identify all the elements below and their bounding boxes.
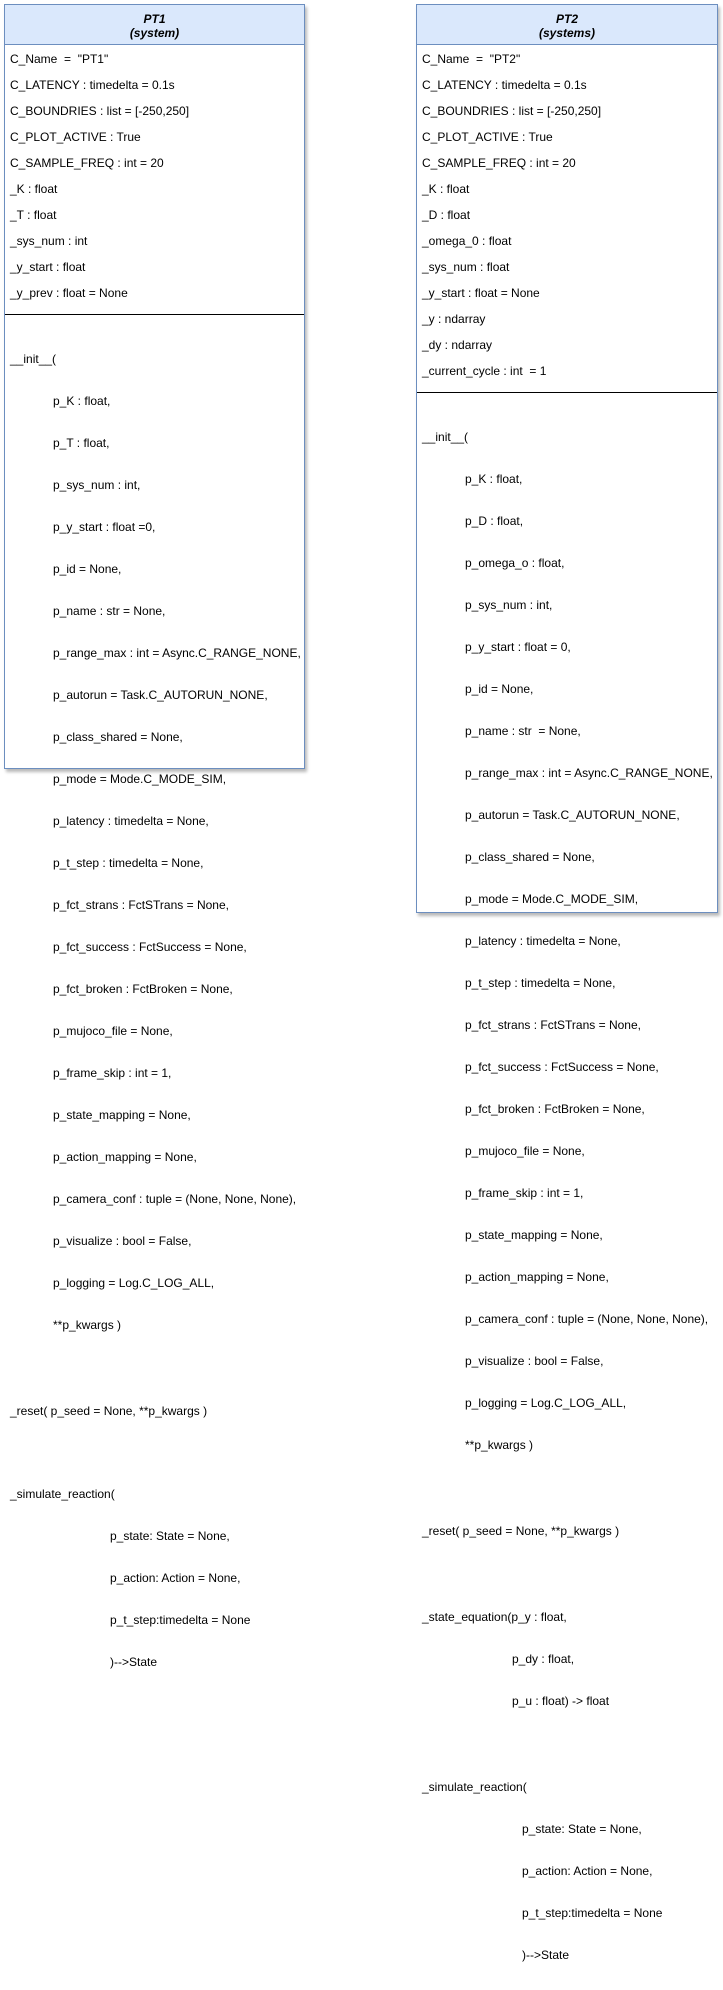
- parameter: p_mode = Mode.C_MODE_SIM,: [465, 892, 639, 906]
- parameter: p_fct_broken : FctBroken = None,: [465, 1102, 645, 1116]
- class-stereotype: (system): [129, 26, 180, 40]
- parameter: p_t_step : timedelta = None,: [53, 856, 204, 870]
- parameter: p_t_step : timedelta = None,: [465, 976, 616, 990]
- parameter: p_action_mapping = None,: [53, 1150, 197, 1164]
- class-header: [5, 5, 304, 45]
- parameter: p_mujoco_file = None,: [465, 1144, 585, 1158]
- class-pt1[interactable]: [4, 4, 305, 1669]
- attribute: C_Name = "PT2": [422, 52, 521, 66]
- parameter: p_T : float,: [53, 436, 110, 450]
- parameter: p_name : str = None,: [465, 724, 581, 738]
- parameter: p_frame_skip : int = 1,: [53, 1066, 172, 1080]
- parameter: p_D : float,: [465, 514, 524, 528]
- operation-section: [417, 393, 717, 1990]
- class-name: PT1: [143, 12, 166, 26]
- operation-init: [422, 402, 717, 1480]
- parameter: p_mode = Mode.C_MODE_SIM,: [53, 772, 227, 786]
- parameter: p_K : float,: [53, 394, 111, 408]
- parameter: p_id = None,: [53, 562, 122, 576]
- attribute: _current_cycle : int = 1: [422, 364, 547, 378]
- parameter: p_state_mapping = None,: [53, 1108, 191, 1122]
- parameter: p_visualize : bool = False,: [465, 1354, 604, 1368]
- parameter: p_range_max : int = Async.C_RANGE_NONE,: [465, 766, 713, 780]
- operation-signature: _reset( p_seed = None, **p_kwargs ): [10, 1404, 208, 1418]
- return-type: )-->State: [522, 1948, 570, 1962]
- parameter: p_camera_conf : tuple = (None, None, None),: [465, 1312, 709, 1326]
- class-pt2[interactable]: [416, 4, 718, 1962]
- parameter: p_t_step:timedelta = None: [522, 1906, 663, 1920]
- attribute: C_SAMPLE_FREQ : int = 20: [422, 156, 576, 170]
- return-type: )-->State: [110, 1655, 158, 1669]
- parameter: p_fct_strans : FctSTrans = None,: [465, 1018, 641, 1032]
- operation-simulate-reaction: [422, 1752, 717, 1990]
- parameter: p_frame_skip : int = 1,: [465, 1186, 584, 1200]
- operation-signature: __init__(: [10, 352, 57, 366]
- parameter: p_autorun = Task.C_AUTORUN_NONE,: [53, 688, 268, 702]
- parameter: p_class_shared = None,: [465, 850, 595, 864]
- attribute: C_PLOT_ACTIVE : True: [10, 130, 141, 144]
- attribute-section: [5, 45, 304, 315]
- parameter: p_fct_success : FctSuccess = None,: [465, 1060, 659, 1074]
- parameter: p_action_mapping = None,: [465, 1270, 609, 1284]
- parameter: p_latency : timedelta = None,: [53, 814, 209, 828]
- attribute: _sys_num : float: [422, 260, 510, 274]
- parameter: p_state: State = None,: [522, 1822, 642, 1836]
- attribute: C_SAMPLE_FREQ : int = 20: [10, 156, 164, 170]
- attribute-section: [417, 45, 717, 393]
- attribute: C_Name = "PT1": [10, 52, 109, 66]
- parameter: p_y_start : float = 0,: [465, 640, 571, 654]
- parameter: p_fct_broken : FctBroken = None,: [53, 982, 233, 996]
- operation-state-equation: [422, 1582, 717, 1736]
- parameter: p_autorun = Task.C_AUTORUN_NONE,: [465, 808, 680, 822]
- attribute: _y : ndarray: [422, 312, 486, 326]
- parameter: p_fct_strans : FctSTrans = None,: [53, 898, 229, 912]
- parameter: **p_kwargs ): [53, 1318, 122, 1332]
- parameter: **p_kwargs ): [465, 1438, 534, 1452]
- parameter: p_sys_num : int,: [465, 598, 553, 612]
- attribute: C_LATENCY : timedelta = 0.1s: [422, 78, 587, 92]
- parameter: p_K : float,: [465, 472, 523, 486]
- parameter: p_logging = Log.C_LOG_ALL,: [53, 1276, 215, 1290]
- operation-simulate-reaction: [10, 1459, 304, 1697]
- parameter: p_t_step:timedelta = None: [110, 1613, 251, 1627]
- operation-signature: __init__(: [422, 430, 469, 444]
- attribute: C_BOUNDRIES : list = [-250,250]: [422, 104, 602, 118]
- parameter: p_y_start : float =0,: [53, 520, 156, 534]
- parameter: p_omega_o : float,: [465, 556, 565, 570]
- operation-reset: [422, 1496, 717, 1566]
- attribute: _dy : ndarray: [422, 338, 493, 352]
- parameter: p_id = None,: [465, 682, 534, 696]
- attribute: C_PLOT_ACTIVE : True: [422, 130, 553, 144]
- operation-signature: _simulate_reaction(: [422, 1780, 527, 1794]
- attribute: _sys_num : int: [10, 234, 88, 248]
- parameter: p_state_mapping = None,: [465, 1228, 603, 1242]
- attribute: _T : float: [10, 208, 57, 222]
- class-header: [417, 5, 717, 45]
- parameter: p_dy : float,: [512, 1652, 575, 1666]
- attribute: _y_prev : float = None: [10, 286, 128, 300]
- parameter: p_action: Action = None,: [522, 1864, 653, 1878]
- parameter: p_mujoco_file = None,: [53, 1024, 173, 1038]
- attribute: _y_start : float: [10, 260, 86, 274]
- parameter: p_latency : timedelta = None,: [465, 934, 621, 948]
- operation-init: [10, 324, 304, 1360]
- parameter: p_class_shared = None,: [53, 730, 183, 744]
- operation-signature: _reset( p_seed = None, **p_kwargs ): [422, 1524, 620, 1538]
- parameter: p_visualize : bool = False,: [53, 1234, 192, 1248]
- attribute: _omega_0 : float: [422, 234, 512, 248]
- attribute: C_LATENCY : timedelta = 0.1s: [10, 78, 175, 92]
- operation-reset: [10, 1376, 304, 1446]
- parameter: p_name : str = None,: [53, 604, 166, 618]
- parameter: p_action: Action = None,: [110, 1571, 241, 1585]
- parameter: p_fct_success : FctSuccess = None,: [53, 940, 247, 954]
- attribute: C_BOUNDRIES : list = [-250,250]: [10, 104, 190, 118]
- parameter: p_u : float) -> float: [512, 1694, 610, 1708]
- parameter: p_state: State = None,: [110, 1529, 230, 1543]
- parameter: p_logging = Log.C_LOG_ALL,: [465, 1396, 627, 1410]
- operation-signature: _simulate_reaction(: [10, 1487, 115, 1501]
- attribute: _y_start : float = None: [422, 286, 540, 300]
- attribute: _D : float: [422, 208, 471, 222]
- attribute: _K : float: [10, 182, 58, 196]
- parameter: p_sys_num : int,: [53, 478, 141, 492]
- parameter: p_camera_conf : tuple = (None, None, None),: [53, 1192, 297, 1206]
- parameter: p_range_max : int = Async.C_RANGE_NONE,: [53, 646, 301, 660]
- operation-section: [5, 315, 304, 1697]
- class-name: PT2: [555, 12, 578, 26]
- attribute: _K : float: [422, 182, 470, 196]
- class-stereotype: (systems): [538, 26, 596, 40]
- operation-signature: _state_equation(p_y : float,: [422, 1610, 567, 1624]
